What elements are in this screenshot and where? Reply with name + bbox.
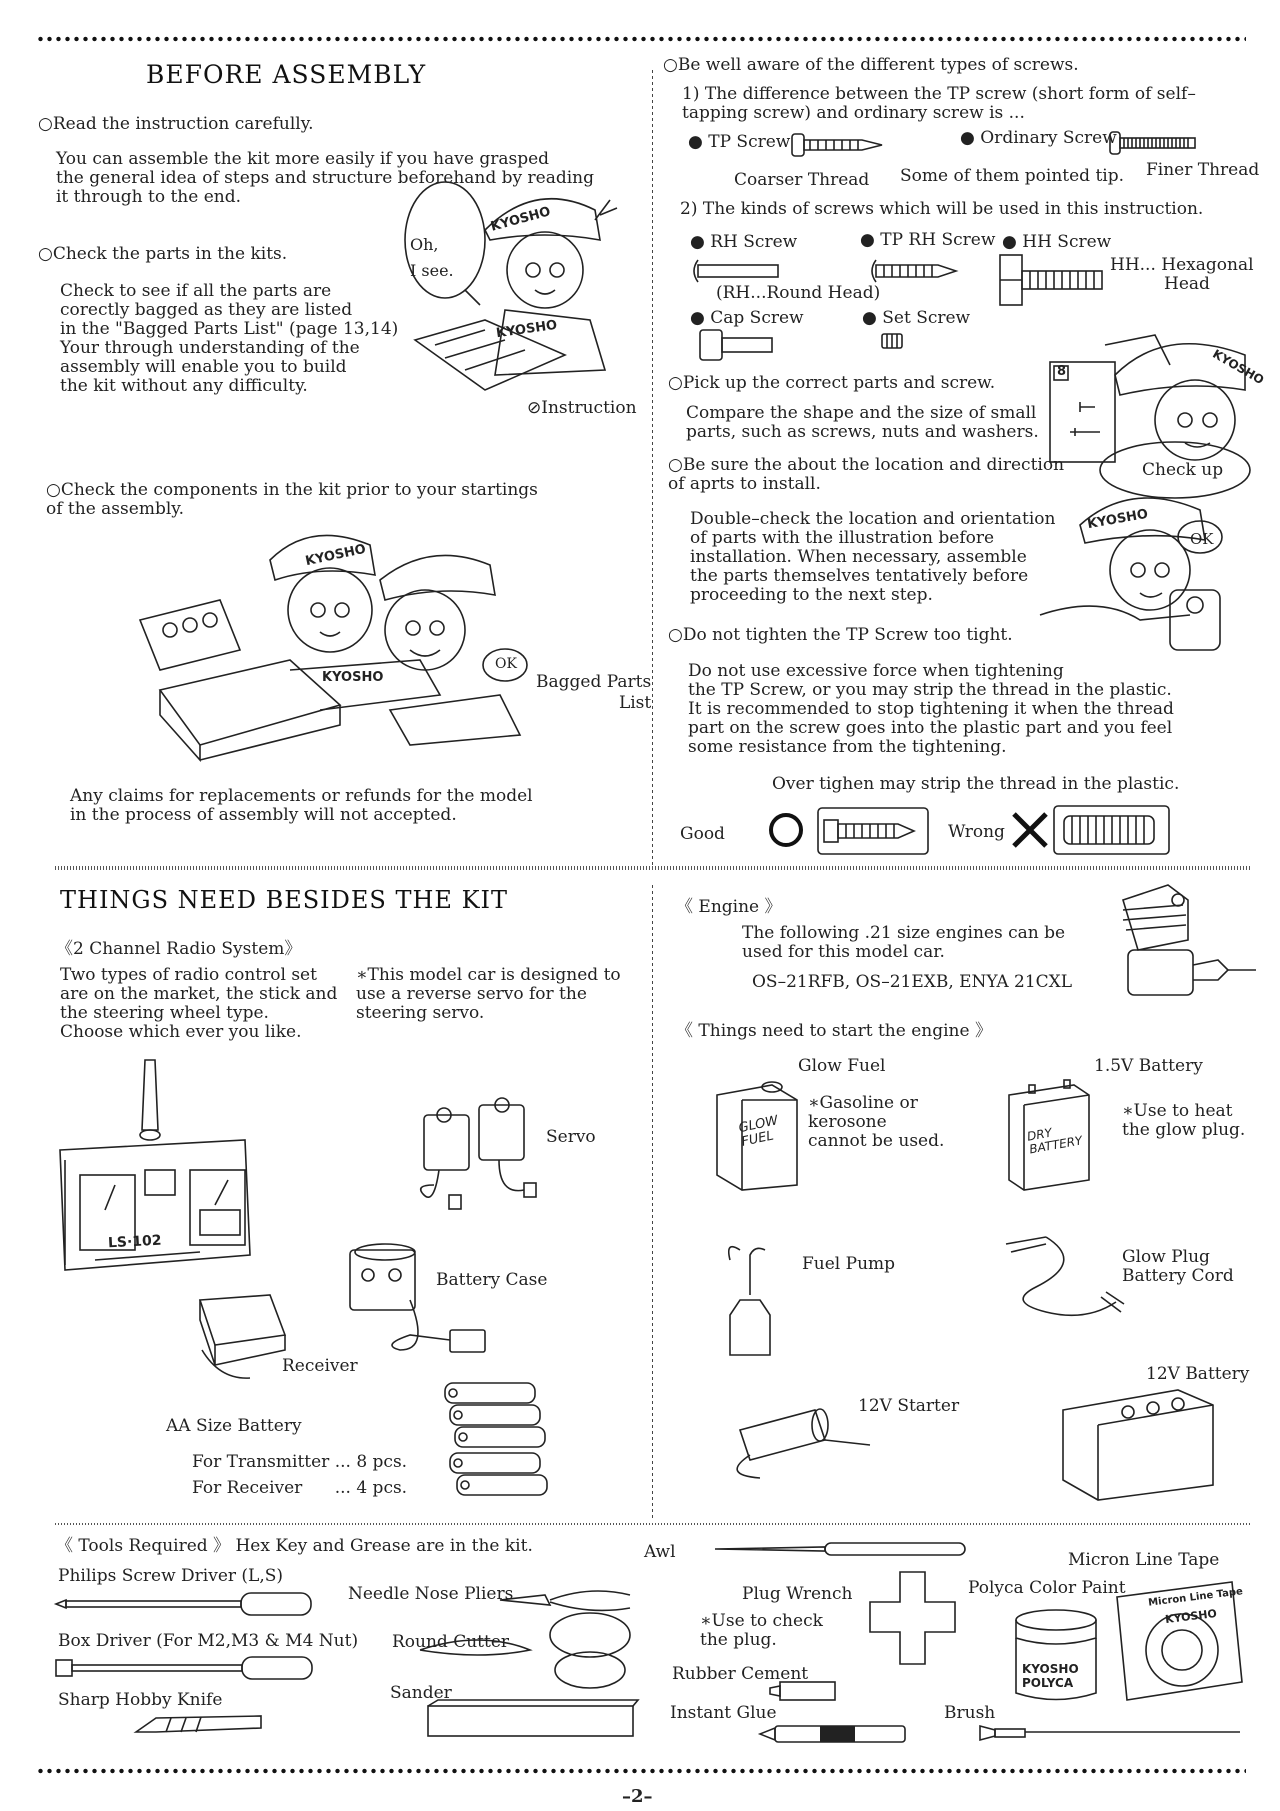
aa-battery-label: AA Size Battery bbox=[166, 1416, 302, 1436]
rubber-cement-label: Rubber Cement bbox=[672, 1664, 809, 1684]
ordinary-screw-icon bbox=[1110, 130, 1200, 156]
tighten-body: Do not use excessive force when tightening the TP Screw, or you may strip the thread in the plastic. It is recommended to stop tightening it when the thread part on the screw goes into the plastic part and you feel some resistance from the tightening. bbox=[688, 661, 1174, 757]
glow-fuel-label: Glow Fuel bbox=[798, 1056, 886, 1076]
start-engine-heading: 《 Things need to start the engine 》 bbox=[676, 1021, 992, 1041]
fuel-note: ∗Gasoline or kerosone cannot be used. bbox=[808, 1093, 945, 1151]
transmitter-label: LS·102 bbox=[107, 1232, 162, 1252]
ok-kid-illustration bbox=[1040, 495, 1265, 675]
wrong-x-icon bbox=[1010, 810, 1050, 850]
philips-driver-label: Philips Screw Driver (L,S) bbox=[58, 1566, 284, 1586]
claims-notice: Any claims for replacements or refunds for the model in the process of assembly will not accepted. bbox=[70, 786, 533, 825]
set-screw-label: ● Set Screw bbox=[862, 308, 971, 328]
battery-12v-label: 12V Battery bbox=[1146, 1364, 1250, 1384]
check-components-heading: ○Check the components in the kit prior to your startings of the assembly. bbox=[46, 480, 538, 519]
engine-heading: 《 Engine 》 bbox=[676, 897, 782, 917]
servo-label: Servo bbox=[546, 1127, 596, 1147]
cap-brand-3: KYOSHO bbox=[1086, 506, 1150, 533]
philips-driver-icon bbox=[56, 1590, 316, 1620]
mid-divider bbox=[55, 866, 1250, 870]
cap-brand-2: KYOSHO bbox=[304, 541, 368, 570]
awl-label: Awl bbox=[644, 1542, 676, 1562]
fuel-pump-icon bbox=[725, 1240, 795, 1360]
cap-brand-4: KYOSHO bbox=[1210, 346, 1267, 388]
tp-rh-screw-label: ● TP RH Screw bbox=[860, 230, 996, 250]
pick-parts-heading: ○Pick up the correct parts and screw. bbox=[668, 373, 996, 393]
good-screw-icon bbox=[818, 808, 928, 854]
starter-12v-label: 12V Starter bbox=[858, 1396, 960, 1416]
needle-pliers-label: Needle Nose Pliers bbox=[348, 1584, 514, 1604]
tools-divider bbox=[55, 1523, 1250, 1525]
rh-note: (RH...Round Head) bbox=[716, 283, 881, 303]
location-heading: ○Be sure the about the location and direction of aprts to install. bbox=[668, 455, 1065, 494]
cap-brand-1: KYOSHO bbox=[489, 204, 553, 235]
screw-kinds-text: 2) The kinds of screws which will be used in this instruction. bbox=[680, 199, 1204, 219]
screw-difference-text: 1) The difference between the TP screw (short form of self– tapping screw) and ordinary screw is ... bbox=[682, 84, 1196, 123]
bagged-parts-label: Bagged Parts List bbox=[536, 672, 652, 713]
hobby-knife-label: Sharp Hobby Knife bbox=[58, 1690, 223, 1710]
box-driver-icon bbox=[56, 1654, 316, 1684]
rubber-cement-icon bbox=[770, 1680, 840, 1702]
tools-heading: 《 Tools Required 》 Hex Key and Grease are in the kit. bbox=[56, 1536, 533, 1556]
pointed-tip-label: Some of them pointed tip. bbox=[900, 166, 1124, 186]
rh-screw-icon bbox=[690, 258, 780, 284]
brush-label: Brush bbox=[944, 1703, 996, 1723]
cap-screw-icon bbox=[700, 330, 780, 360]
glow-cord-icon bbox=[1006, 1232, 1121, 1327]
tp-screw-label: ● TP Screw bbox=[688, 132, 791, 152]
shirt-brand-2: KYOSHO bbox=[322, 670, 384, 685]
plug-wrench-icon bbox=[870, 1572, 960, 1667]
things-need-title: THINGS NEED BESIDES THE KIT bbox=[60, 886, 508, 914]
hh-screw-label: ● HH Screw bbox=[1002, 232, 1112, 252]
bubble-oh-i-see: Oh, I see. bbox=[410, 235, 454, 280]
read-instructions-body: You can assemble the kit more easily if you have grasped the general idea of steps and structure beforehand by reading it through to the end. bbox=[56, 149, 595, 207]
tp-rh-screw-icon bbox=[868, 258, 958, 284]
good-circle-icon bbox=[768, 812, 804, 848]
hobby-knife-icon bbox=[136, 1712, 266, 1736]
shirt-brand-1: KYOSHO bbox=[495, 317, 559, 342]
hh-note: HH... Hexagonal Head bbox=[1110, 255, 1254, 294]
box-driver-label: Box Driver (For M2,M3 & M4 Nut) bbox=[58, 1631, 359, 1651]
wrong-label: Wrong bbox=[948, 822, 1005, 842]
battery-12v-icon bbox=[1058, 1380, 1218, 1500]
radio-system-heading: 《2 Channel Radio System》 bbox=[56, 939, 302, 959]
page-number: –2– bbox=[622, 1786, 653, 1807]
read-instructions-heading: ○Read the instruction carefully. bbox=[38, 114, 314, 134]
instant-glue-icon bbox=[760, 1722, 910, 1746]
round-cutter-label: Round Cutter bbox=[392, 1632, 510, 1652]
micron-tape-label: Micron Line Tape bbox=[1068, 1550, 1220, 1570]
set-screw-icon bbox=[882, 334, 906, 350]
ok-bubble-2: OK bbox=[1190, 530, 1214, 548]
ordinary-screw-label: ● Ordinary Screw bbox=[960, 128, 1117, 148]
check-up-bubble: Check up bbox=[1142, 460, 1224, 480]
awl-icon bbox=[715, 1542, 970, 1556]
tape-text: Micron Line Tape bbox=[1147, 1586, 1244, 1609]
radio-system-body: Two types of radio control set are on the market, the stick and the steering wheel type. Choose which ever you like. bbox=[60, 965, 338, 1042]
tighten-heading: ○Do not tighten the TP Screw too tight. bbox=[668, 625, 1013, 645]
tp-screw-icon bbox=[792, 132, 887, 158]
servo-illustration bbox=[414, 1095, 544, 1215]
starter-12v-icon bbox=[720, 1400, 870, 1480]
wrong-screw-icon bbox=[1054, 806, 1169, 854]
aa-batteries-illustration bbox=[445, 1383, 555, 1498]
instruction-label: ⊘Instruction bbox=[527, 398, 637, 418]
engine-body: The following .21 size engines can be used for this model car. bbox=[742, 923, 1066, 962]
rh-screw-label: ● RH Screw bbox=[690, 232, 798, 252]
reverse-servo-note: ∗This model car is designed to use a reverse servo for the steering servo. bbox=[356, 965, 621, 1023]
coarser-thread-label: Coarser Thread bbox=[734, 170, 870, 190]
battery-case-illustration bbox=[350, 1240, 500, 1370]
for-receiver-count: For Receiver ... 4 pcs. bbox=[192, 1478, 408, 1498]
sander-label: Sander bbox=[390, 1683, 452, 1703]
instant-glue-label: Instant Glue bbox=[670, 1703, 777, 1723]
top-column-divider bbox=[652, 70, 653, 865]
check-parts-heading: ○Check the parts in the kits. bbox=[38, 244, 288, 264]
receiver-label: Receiver bbox=[282, 1356, 358, 1376]
finer-thread-label: Finer Thread bbox=[1146, 160, 1260, 180]
polyca-paint-label: Polyca Color Paint bbox=[968, 1578, 1126, 1598]
plug-wrench-note: ∗Use to check the plug. bbox=[700, 1611, 823, 1650]
engine-models: OS–21RFB, OS–21EXB, ENYA 21CXL bbox=[752, 972, 1073, 992]
top-dotted-border bbox=[36, 36, 1246, 42]
good-label: Good bbox=[680, 824, 725, 844]
bottom-column-divider bbox=[652, 885, 653, 1520]
over-tighten-note: Over tighen may strip the thread in the plastic. bbox=[772, 774, 1180, 794]
round-cutter-icon bbox=[420, 1610, 640, 1690]
battery-note: ∗Use to heat the glow plug. bbox=[1122, 1101, 1246, 1140]
glow-fuel-can-text: GLOW FUEL bbox=[737, 1113, 780, 1150]
dry-battery-text: DRY BATTERY bbox=[1025, 1125, 1084, 1157]
battery-case-label: Battery Case bbox=[436, 1270, 548, 1290]
before-assembly-title: BEFORE ASSEMBLY bbox=[146, 60, 427, 89]
cap-screw-label: ● Cap Screw bbox=[690, 308, 804, 328]
polyca-paint-jar-icon bbox=[1008, 1608, 1108, 1708]
hh-screw-icon bbox=[1000, 255, 1105, 305]
location-body: Double–check the location and orientation of parts with the illustration before installation. When necessary, assemble the parts themselves tentatively before proceeding to the next step. bbox=[690, 509, 1056, 605]
screw-types-heading: ○Be well aware of the different types of screws. bbox=[663, 55, 1079, 75]
sander-icon bbox=[428, 1700, 638, 1740]
brush-icon bbox=[980, 1722, 1245, 1744]
engine-illustration bbox=[1108, 880, 1258, 1020]
check-parts-body: Check to see if all the parts are corectly bagged as they are listed in the "Bagged Parts List" (page 13,14) Your through understanding of the assembly will enable you to build the kit without any difficulty. bbox=[60, 281, 399, 396]
for-transmitter-count: For Transmitter ... 8 pcs. bbox=[192, 1452, 408, 1472]
ok-bubble-1: OK bbox=[495, 656, 517, 672]
glow-cord-label: Glow Plug Battery Cord bbox=[1122, 1247, 1234, 1286]
polyca-jar-text: KYOSHO POLYCA bbox=[1022, 1662, 1079, 1690]
fuel-pump-label: Fuel Pump bbox=[802, 1254, 896, 1274]
pick-parts-body: Compare the shape and the size of small parts, such as screws, nuts and washers. bbox=[686, 403, 1039, 442]
tape-brand: KYOSHO bbox=[1164, 1606, 1218, 1627]
battery-15v-label: 1.5V Battery bbox=[1094, 1056, 1203, 1076]
step-number: 8 bbox=[1057, 364, 1067, 379]
bottom-dotted-border bbox=[36, 1768, 1246, 1774]
plug-wrench-label: Plug Wrench bbox=[742, 1584, 853, 1604]
